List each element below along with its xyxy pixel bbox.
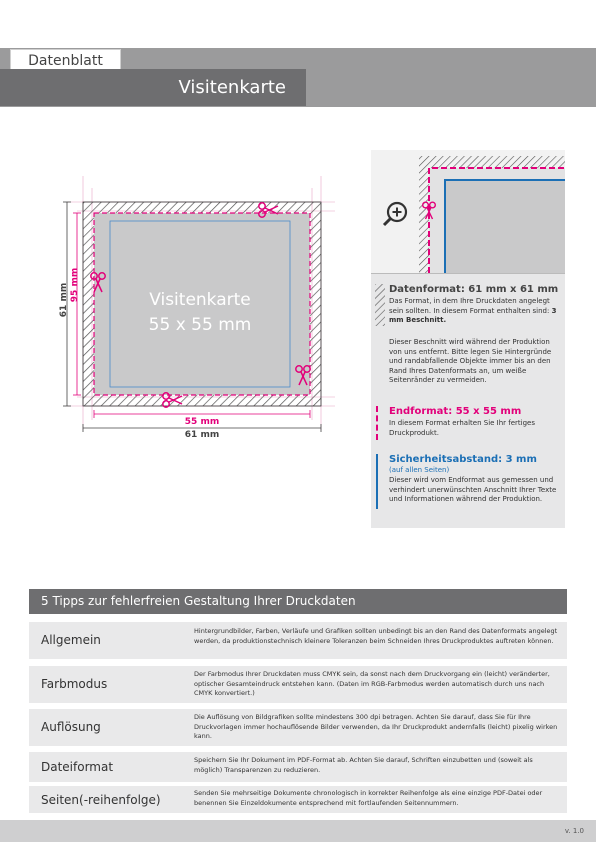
tip-row-dateiformat	[29, 752, 567, 782]
footer-band	[0, 820, 596, 842]
sicherheit-marker	[376, 454, 378, 509]
tip-description: Hintergrundbilder, Farben, Verläufe und Grafiken sollten unbedingt bis an den Rand des Datenformats angelegt werden, da produktionstechnisch kleinere Toleranzen beim Schneiden Ihres Druckproduktes auftreten können.	[194, 627, 558, 645]
tips-header-title: 5 Tipps zur fehlerfreien Gestaltung Ihrer Druckdaten	[41, 594, 356, 608]
beschnitt-text: Dieser Beschnitt wird während der Produktion von uns entfernt. Bitte legen Sie Hintergründe und randabfallende Objekte immer bis an den Rand Ihres Datenformats an, um weiße Seitenränder zu vermeiden.	[389, 338, 552, 384]
tip-row-farbmodus	[29, 666, 567, 703]
tip-row-aufloesung	[29, 709, 567, 746]
endformat-title: Endformat: 55 x 55 mm	[389, 406, 522, 417]
dim-61-bottom-label: 61 mm	[184, 430, 220, 440]
tip-description: Speichern Sie Ihr Dokument im PDF-Format ab. Achten Sie darauf, Schriften einzubetten und (soweit als möglich) Transparenzen zu reduzieren.	[194, 756, 533, 774]
tip-label: Farbmodus	[41, 677, 108, 691]
tip-row-seitenreihenfolge	[29, 786, 567, 813]
tip-description: Die Auflösung von Bildgrafiken sollte mindestens 300 dpi betragen. Achten Sie darauf, dass Sie für Ihre Druckvorlagen immer hochauflösende Bilder verwenden, da Ihr Druckprodukt andernfalls (leicht) pixelig wirken kann.	[194, 713, 558, 740]
card-label-line1: Visitenkarte	[149, 290, 251, 310]
version-label: v. 1.0	[564, 827, 584, 835]
title-bar	[0, 69, 306, 106]
tip-description: Senden Sie mehrseitige Dokumente chronologisch in korrekter Reihenfolge als eine einzige PDF-Datei oder benennen Sie Einzeldokumente entsprechend mit fortlaufenden Seitennummern.	[194, 789, 543, 807]
endformat-text: In diesem Format erhalten Sie Ihr fertiges Druckprodukt.	[389, 419, 536, 437]
page-title: Visitenkarte	[178, 77, 286, 98]
dim-61-left-label: 61 mm	[59, 282, 69, 318]
datenformat-hatch-icon	[375, 284, 385, 326]
tip-label: Allgemein	[41, 633, 101, 647]
endformat-marker	[376, 406, 378, 440]
tip-row-allgemein	[29, 622, 567, 659]
tip-label: Seiten(-reihenfolge)	[41, 793, 161, 807]
tip-label: Auflösung	[41, 720, 101, 734]
sicherheit-text: Dieser wird vom Endformat aus gemessen und verhindert unerwünschten Anschnitt Ihrer Texte und Informationen während der Produktion.	[389, 476, 557, 503]
sicherheit-title: Sicherheitsabstand: 3 mm	[389, 454, 537, 465]
datenformat-title: Datenformat: 61 mm x 61 mm	[389, 284, 559, 295]
dimension-95-left	[73, 213, 81, 395]
dim-55-label: 55 mm	[184, 417, 220, 427]
tip-label: Dateiformat	[41, 760, 114, 774]
zoom-detail-graphic	[371, 150, 565, 273]
format-diagram	[50, 168, 340, 448]
beschnitt-label: 3 mm Beschnitt.	[389, 306, 557, 324]
tip-description: Der Farbmodus Ihrer Druckdaten muss CMYK sein, da sonst nach dem Druckvorgang ein (leicht) veränderter, optischer Gesamteindruck entstehen kann. (Daten im RGB-Farbmodus werden automatisch durch uns nach CMYK konvertiert.)	[194, 670, 550, 697]
sicherheit-sub: (auf allen Seiten)	[389, 466, 450, 474]
datenformat-text: Das Format, in dem Ihre Druckdaten angelegt sein sollten. In diesem Format enthalten sind: 3 mm Beschnitt.	[389, 297, 557, 324]
dim-95-left-label: 95 mm	[70, 267, 80, 303]
zoom-detail	[371, 150, 565, 274]
datenblatt-tab: Datenblatt	[10, 49, 121, 73]
tips-header	[29, 589, 567, 614]
magnifier-icon	[384, 203, 406, 225]
card-label-line2: 55 x 55 mm	[148, 315, 252, 335]
info-panel	[371, 150, 565, 528]
